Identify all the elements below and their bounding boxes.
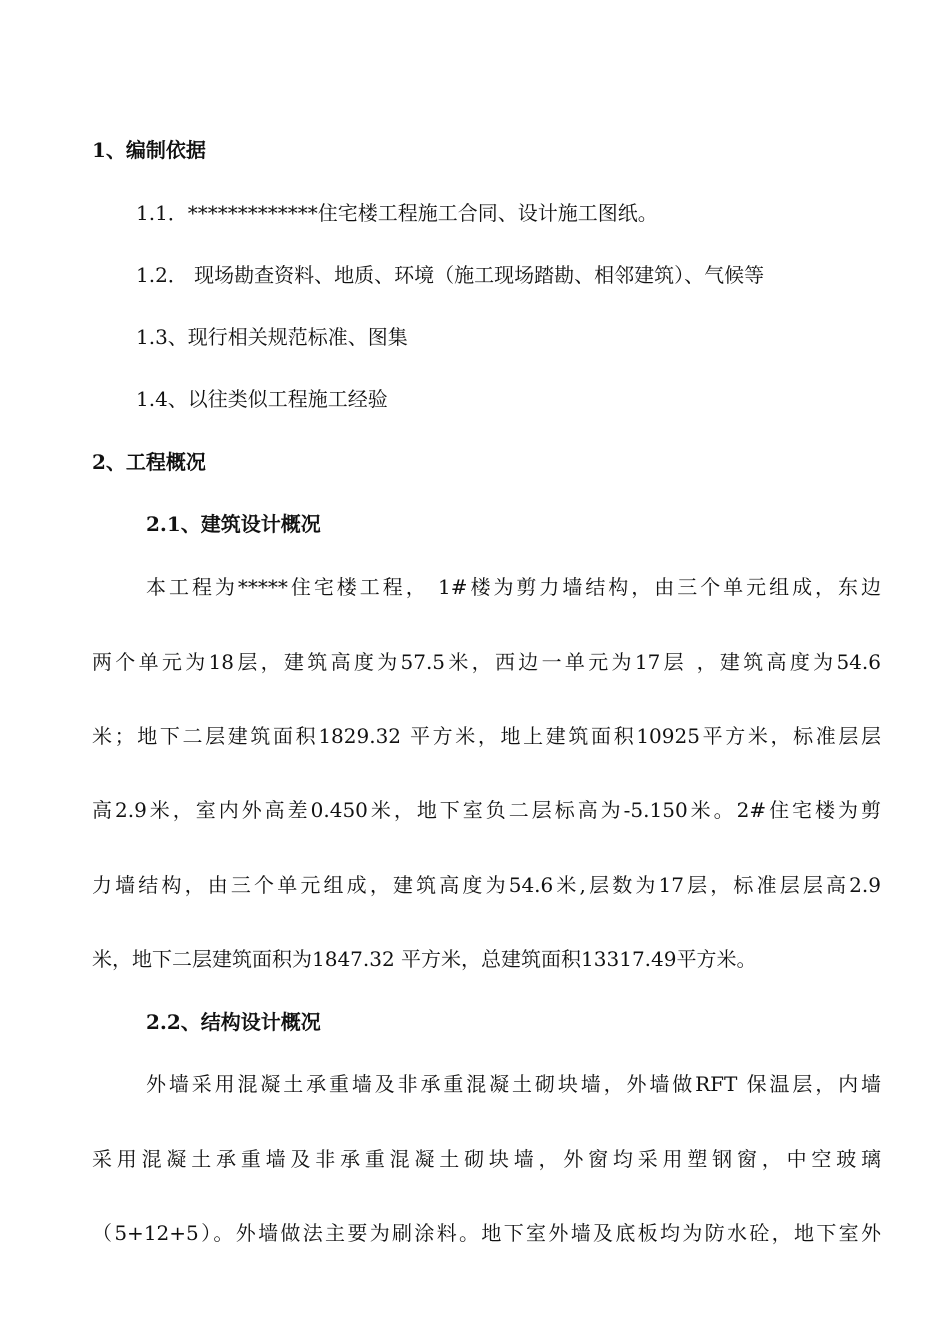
section-2-1-line-6: 米，地下二层建筑面积为1847.32 平方米，总建筑面积13317.49平方米。 [92, 947, 757, 971]
section-2-2-line-2: 采用混凝土承重墙及非承重混凝土砌块墙，外窗均采用塑钢窗，中空玻璃 [92, 1147, 881, 1171]
section-2-1-heading: 2.1、建筑设计概况 [146, 512, 321, 536]
section-2-1-line-5: 力墙结构，由三个单元组成，建筑高度为54.6米,层数为17层，标准层层高2.9 [92, 873, 881, 897]
section-2-2-line-1: 外墙采用混凝土承重墙及非承重混凝土砌块墙，外墙做RFT 保温层，内墙 [146, 1072, 881, 1096]
section-2-1-line-2: 两个单元为18层，建筑高度为57.5米，西边一单元为17层 ，建筑高度为54.6 [92, 650, 881, 674]
section-2-heading: 2、工程概况 [92, 450, 206, 474]
section-1-heading: 1、编制依据 [92, 138, 206, 162]
section-1-item-2: 1.2． 现场勘查资料、地质、环境（施工现场踏勘、相邻建筑）、气候等 [136, 263, 765, 287]
section-2-1-line-3: 米；地下二层建筑面积1829.32 平方米，地上建筑面积10925平方米，标准层层 [92, 724, 881, 748]
section-2-1-line-4: 高2.9米，室内外高差0.450米，地下室负二层标高为-5.150米。2#住宅楼为剪 [92, 798, 881, 822]
section-1-item-1: 1.1．*************住宅楼工程施工合同、设计施工图纸。 [136, 201, 658, 225]
section-2-2-line-3: （5+12+5）。外墙做法主要为刷涂料。地下室外墙及底板均为防水砼，地下室外 [92, 1221, 881, 1245]
section-1-item-3: 1.3、现行相关规范标准、图集 [136, 325, 408, 349]
section-2-1-line-1: 本工程为*****住宅楼工程， 1#楼为剪力墙结构，由三个单元组成，东边 [146, 575, 881, 599]
section-1-item-4: 1.4、以往类似工程施工经验 [136, 387, 388, 411]
section-2-2-heading: 2.2、结构设计概况 [146, 1010, 321, 1034]
